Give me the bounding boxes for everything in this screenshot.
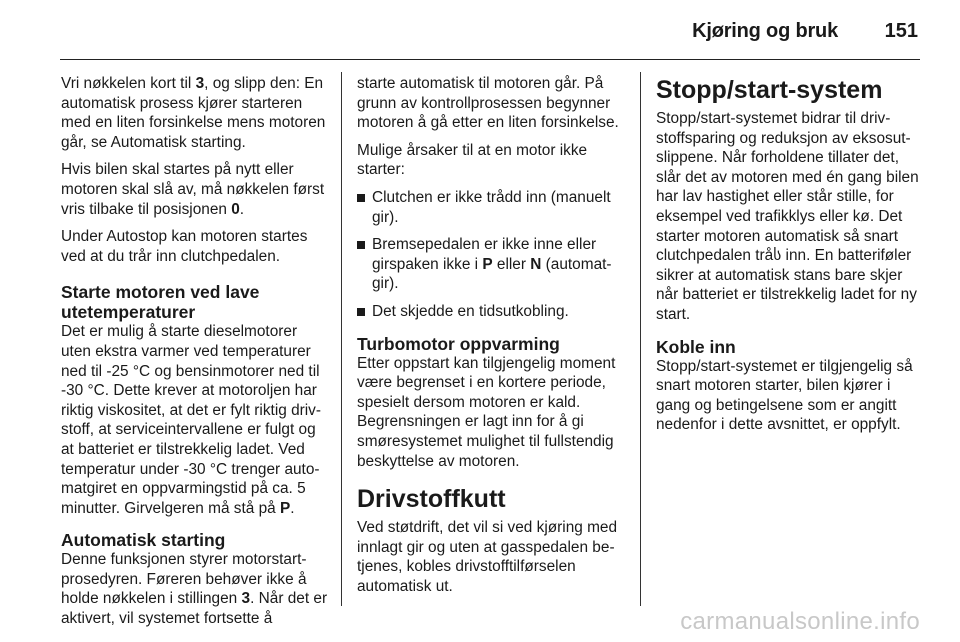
bullet-square-icon (357, 308, 365, 316)
paragraph: Vri nøkkelen kort til 3, og slipp den: En automatisk prosess kjører starteren med en liten forsinkelse mens motoren går, se Automatisk starting. (61, 75, 326, 151)
watermark: carmanualsonline.info (680, 608, 920, 635)
page-header (0, 0, 960, 60)
section-heading-enable: Koble inn (656, 336, 736, 357)
section-heading-stop-start: Stopp/start-system (656, 76, 883, 104)
running-head-title: Kjøring og bruk (692, 20, 838, 42)
paragraph: Denne funksjonen styrer motorstartprosedyren. Føreren behøver ikke å holde nøkkelen i stillingen 3. Når det er aktivert, vil systemet fortsette å (61, 551, 328, 628)
section-heading-fuel-cut: Drivstoffkutt (357, 485, 506, 514)
paragraph: Det er mulig å starte dieselmotorer uten ekstra varmer ved temperaturer ned til -25 °C og bensinmotorer ned til -30 °C. Dette krever at motoroljen har riktig viskositet, at det er fylt riktig drivstoff, at serviceintervallene er fulgt og at batteriet er tilstrekkelig ladet. Ved temperatur under -30 °C trenger automatgiret en oppvarmingstid på ca. 5 minutter. Girvelgeren må stå på P. (61, 323, 322, 517)
paragraph: Mulige årsaker til at en motor ikke starter: (357, 141, 588, 179)
bullet-square-icon (357, 241, 365, 249)
paragraph: Under Autostop kan motoren startes ved at du trår inn clutchpedalen. (61, 228, 308, 265)
column-1 (61, 74, 328, 637)
column-divider-2 (640, 72, 641, 606)
paragraph: Stopp/start-systemet er tilgjengelig så snart motoren starter, bilen kjører i gang og betingelsene som er angitt nedenfor i dette avsnittet, er oppfylt. (656, 357, 913, 434)
bullet-list (357, 188, 625, 322)
paragraph: Ved støtdrift, det vil si ved kjøring med innlagt gir og uten at gasspedalen betjenes, kobles drivstofftilførselen automatisk ut. (357, 519, 618, 595)
column-divider-1 (341, 72, 342, 606)
section-heading-auto-start: Automatisk starting (61, 530, 226, 551)
bullet-square-icon (357, 194, 365, 202)
list-item: Det skjedde en tidsutkobling. (357, 302, 625, 322)
list-item: Bremsepedalen er ikke inne eller girspaken ikke i P eller N (automatgir). (357, 235, 625, 294)
page-number: 151 (884, 20, 918, 42)
paragraph: starte automatisk til motoren går. På grunn av kontrollprosessen begynner motoren å gå etter en liten forsinkelse. (357, 75, 619, 132)
paragraph: Stopp/start-systemet bidrar til drivstoffsparing og reduksjon av eksosutslippene. Når forholdene tillater det, slår det av motoren med én gang bilen har lav hastighet eller står stille, for eksempel ved trafikklys eller kø. Det starter motoren automatisk så snart clutchpedalen tråს inn. En batteriføler sikrer at automatisk stans bare skjer når batteriet er tilstrekkelig ladet for ny start. (656, 110, 919, 323)
paragraph: Etter oppstart kan tilgjengelig moment være begrenset i en kortere periode, spesielt dersom motoren er kald. Begrensningen er lagt inn for å gi smøresystemet mulighet til fullstendig beskyttelse av motoren. (357, 354, 616, 470)
list-item: Clutchen er ikke trådd inn (manuelt gir). (357, 188, 625, 227)
paragraph: Hvis bilen skal startes på nytt eller motoren skal slå av, må nøkkelen først vris tilbake til posisjonen 0. (61, 161, 325, 218)
section-heading-turbo: Turbomotor oppvarming (357, 333, 560, 354)
column-2 (357, 74, 625, 604)
column-3 (656, 74, 924, 443)
header-divider (60, 59, 920, 60)
section-heading-cold-start: Starte motoren ved lave utetemperaturer (61, 282, 260, 323)
